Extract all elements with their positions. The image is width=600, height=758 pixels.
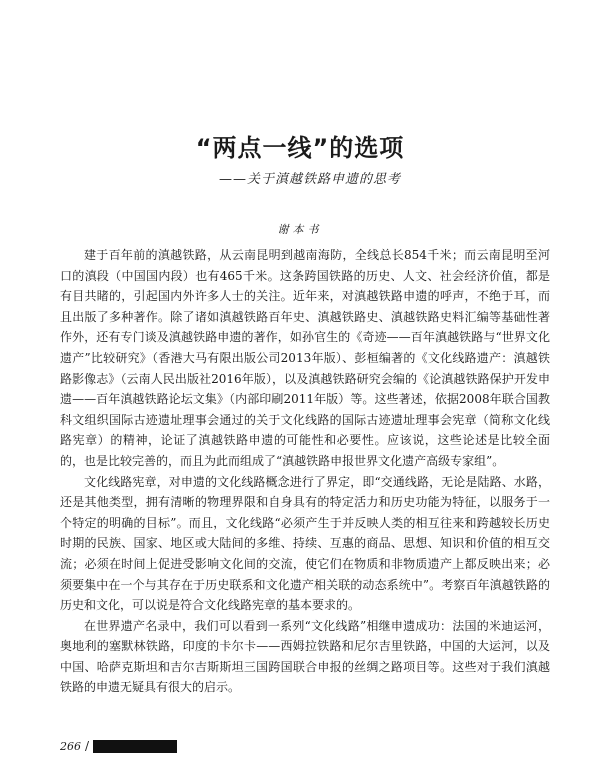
article-body <box>60 245 550 698</box>
redaction-bar <box>93 740 177 753</box>
paragraph-2: 文化线路宪章，对申遗的文化线路概念进行了界定，即“交通线路，无论是陆路、水路，还是其他类型，拥有清晰的物理界限和自身具有的特定活力和历史功能为特征，以服务于一个特定的明确的目标”。而且，文化线路“必须产生于并反映人类的相互往来和跨越较长历史时期的民族、国家、地区或大陆间的多维、持续、互惠的商品、思想、知识和价值的相互交流；必须在时间上促进受影响文化间的交流，使它们在物质和非物质遗产上都反映出来；必须要集中在一个与其存在于历史联系和文化遗产相关联的动态系统中”。考察百年滇越铁路的历史和文化，可以说是符合文化线路宪章的基本要求的。 <box>60 474 550 613</box>
article-title: “两点一线”的选项 <box>195 134 405 162</box>
page-number: 266 <box>60 739 81 753</box>
article-author: 谢本书 <box>277 223 323 236</box>
paragraph-3: 在世界遗产名录中，我们可以看到一系列“文化线路”相继申遗成功：法国的米迪运河，奥地利的塞默林铁路，印度的卡尔卡——西姆拉铁路和尼尔吉里铁路，中国的大运河，以及中国、哈萨克斯坦和吉尔吉斯斯坦三国跨国联合申报的丝绸之路项目等。这些对于我们滇越铁路的申遗无疑具有很大的启示。 <box>60 618 550 695</box>
paragraph-1: 建于百年前的滇越铁路，从云南昆明到越南海防，全线总长854千米；而云南昆明至河口的滇段（中国国内段）也有465千米。这条跨国铁路的历史、人文、社会经济价值，都是有目共睹的，引起国内外许多人士的关注。近年来，对滇越铁路申遗的呼声，不绝于耳，而且出版了多种著作。除了诸如滇越铁路百年史、滇越铁路史、滇越铁路史料汇编等基础性著作外，还有专门谈及滇越铁路申遗的著作，如孙官生的《奇迹——百年滇越铁路与“世界文化遗产”比较研究》（香港大马有限出版公司2013年版）、彭桓编著的《文化线路遗产：滇越铁路影像志》（云南人民出版社2016年版），以及滇越铁路研究会编的《论滇越铁路保护开发申遗——百年滇越铁路论坛文集》（内部印刷2011年版）等。这些著述，依据2008年联合国教科文组织国际古迹遗址理事会通过的关于文化线路的国际古迹遗址理事会宪章（简称文化线路宪章）的精神，论证了滇越铁路申遗的可能性和必要性。应该说，这些论述是比较全面的，也是比较完善的，而且为此而组成了“滇越铁路申报世界文化遗产高级专家组”。 <box>60 248 550 468</box>
article-subtitle: ——关于滇越铁路申遗的思考 <box>218 172 401 187</box>
footer-separator: / <box>85 739 90 753</box>
page-footer <box>60 738 177 754</box>
